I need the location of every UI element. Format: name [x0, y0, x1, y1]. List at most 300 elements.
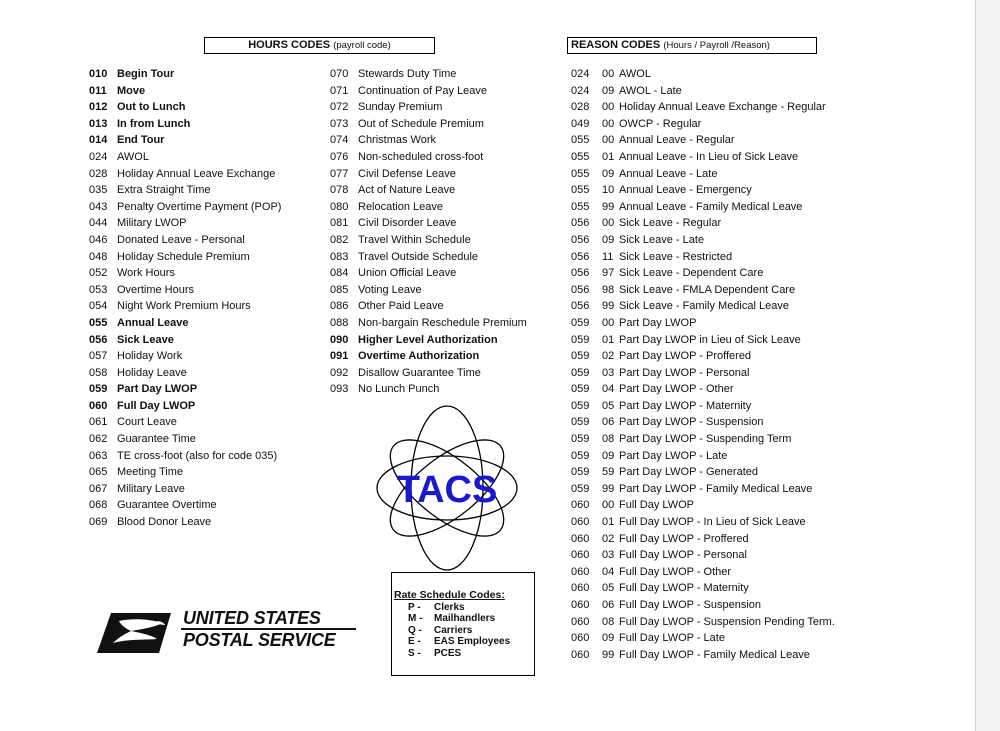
reason-sub-code: 00	[602, 68, 615, 80]
reason-code-row	[571, 381, 835, 398]
hours-code-row	[89, 249, 281, 266]
hours-code-label: Holiday Annual Leave Exchange	[117, 167, 276, 180]
reason-sub-code: 97	[602, 267, 615, 280]
tacs-wordmark: TACS	[396, 469, 498, 511]
hours-code-number: 048	[89, 250, 108, 263]
hours-code-number: 059	[89, 383, 108, 396]
reason-code-row	[571, 182, 835, 199]
hours-code-number: 012	[89, 101, 108, 114]
rate-code-letter: M -	[408, 613, 423, 625]
reason-code-label: Part Day LWOP in Lieu of Sick Leave	[619, 333, 801, 346]
reason-code-label: Full Day LWOP - Maternity	[619, 582, 749, 595]
hours-code-row	[89, 149, 281, 166]
reason-code-row	[571, 66, 835, 83]
hours-code-label: Extra Straight Time	[117, 184, 211, 197]
hours-code-number: 086	[330, 300, 349, 313]
reason-sub-code: 59	[602, 466, 615, 479]
reason-code-row	[571, 614, 835, 631]
hours-code-row	[89, 431, 281, 448]
hours-code-row	[330, 232, 527, 249]
reason-code-row	[571, 166, 835, 183]
reason-hours-code: 060	[571, 582, 590, 595]
reason-sub-code: 05	[602, 399, 615, 412]
reason-hours-code: 060	[571, 516, 590, 529]
rate-schedule-title-text: Rate Schedule Codes	[394, 589, 502, 601]
reason-hours-code: 059	[571, 316, 590, 329]
reason-code-row	[571, 132, 835, 149]
reason-hours-code: 059	[571, 433, 590, 446]
rate-schedule-title-colon: :	[501, 589, 505, 601]
rate-code-label: Carriers	[434, 624, 473, 636]
hours-code-label: Annual Leave	[117, 316, 189, 329]
hours-codes-header	[204, 37, 435, 54]
hours-code-number: 084	[330, 267, 349, 280]
hours-code-label: Work Hours	[117, 267, 175, 280]
reason-sub-code: 09	[602, 84, 615, 97]
reason-code-row	[571, 647, 835, 664]
hours-code-number: 046	[89, 233, 108, 246]
reason-sub-code: 09	[602, 233, 615, 246]
hours-code-number: 069	[89, 516, 108, 529]
reason-code-row	[571, 398, 835, 415]
hours-code-row	[330, 99, 527, 116]
reason-code-row	[571, 464, 835, 481]
reason-code-label: Part Day LWOP - Maternity	[619, 399, 752, 412]
hours-code-row	[330, 166, 527, 183]
reason-hours-code: 060	[571, 615, 590, 628]
rate-code-letter: P -	[408, 602, 421, 613]
hours-code-label: Donated Leave - Personal	[117, 233, 245, 246]
reason-hours-code: 056	[571, 233, 590, 246]
hours-code-label: Guarantee Time	[117, 433, 196, 446]
hours-code-label: Out to Lunch	[117, 101, 186, 114]
reason-hours-code: 055	[571, 167, 590, 180]
hours-code-row	[330, 348, 527, 365]
hours-codes-column-2	[330, 66, 527, 398]
rate-code-label: EAS Employees	[434, 636, 511, 648]
hours-code-label: Holiday Leave	[117, 366, 187, 379]
hours-code-row	[330, 66, 527, 83]
hours-code-number: 091	[330, 350, 349, 363]
reason-code-label: Sick Leave - Restricted	[619, 250, 733, 263]
hours-code-number: 077	[330, 167, 349, 180]
rate-schedule-item	[394, 648, 534, 659]
hours-code-number: 060	[89, 399, 108, 412]
reason-sub-code: 99	[602, 648, 615, 661]
reason-code-label: Full Day LWOP	[619, 499, 694, 512]
hours-code-number: 035	[89, 184, 108, 197]
hours-code-number: 071	[330, 84, 349, 97]
reason-code-label: Part Day LWOP - Personal	[619, 366, 750, 379]
reason-sub-code: 04	[602, 565, 615, 578]
reason-code-label: Part Day LWOP - Suspending Term	[619, 433, 792, 446]
reason-hours-code: 059	[571, 366, 590, 379]
rate-code-letter: S -	[408, 647, 421, 659]
hours-code-number: 093	[330, 383, 349, 396]
reason-code-label: Full Day LWOP - Personal	[619, 549, 747, 562]
hours-code-label: Full Day LWOP	[117, 399, 196, 412]
hours-code-label: Overtime Hours	[117, 283, 195, 296]
hours-code-number: 056	[89, 333, 108, 346]
reason-code-row	[571, 149, 835, 166]
rate-code-letter: Q -	[408, 624, 422, 636]
hours-code-row	[330, 215, 527, 232]
reason-code-label: Sick Leave - Family Medical Leave	[619, 300, 789, 313]
hours-code-row	[330, 132, 527, 149]
hours-code-label: TE cross-foot (also for code 035)	[117, 449, 278, 462]
hours-code-number: 068	[89, 499, 108, 512]
usps-logo	[97, 606, 359, 656]
reason-code-label: Full Day LWOP - Suspension Pending Term.	[619, 615, 835, 628]
reason-sub-code: 99	[602, 300, 615, 313]
usps-line-2: POSTAL SERVICE	[183, 630, 336, 650]
hours-code-label: In from Lunch	[117, 117, 191, 130]
reason-sub-code: 99	[602, 200, 615, 213]
reason-code-row	[571, 514, 835, 531]
hours-code-row	[89, 99, 281, 116]
reason-hours-code: 055	[571, 184, 590, 197]
hours-code-row	[89, 464, 281, 481]
hours-code-label: Higher Level Authorization	[358, 333, 498, 346]
hours-code-label: Non-scheduled cross-foot	[358, 150, 484, 163]
hours-code-row	[89, 448, 281, 465]
reason-sub-code: 00	[602, 117, 615, 130]
hours-code-label: Act of Nature Leave	[358, 184, 456, 197]
reason-code-row	[571, 348, 835, 365]
hours-code-number: 070	[330, 68, 349, 80]
hours-codes-title: HOURS CODES	[248, 39, 331, 51]
hours-code-label: Meeting Time	[117, 466, 184, 479]
hours-code-row	[330, 265, 527, 282]
hours-code-row	[89, 414, 281, 431]
reason-codes-title: REASON CODES	[571, 39, 661, 51]
hours-code-row	[330, 199, 527, 216]
hours-code-label: Holiday Work	[117, 350, 183, 363]
reason-code-row	[571, 580, 835, 597]
hours-code-row	[89, 481, 281, 498]
rate-code-label: PCES	[434, 647, 462, 659]
reason-sub-code: 98	[602, 283, 615, 296]
reason-codes-subtitle: (Hours / Payroll /Reason)	[663, 40, 770, 51]
hours-code-label: Voting Leave	[358, 283, 422, 296]
hours-code-row	[89, 282, 281, 299]
hours-code-row	[89, 315, 281, 332]
reason-code-label: Sick Leave - Dependent Care	[619, 267, 764, 280]
hours-code-number: 067	[89, 482, 108, 495]
hours-code-label: Guarantee Overtime	[117, 499, 217, 512]
hours-code-number: 063	[89, 449, 108, 462]
reason-code-row	[571, 199, 835, 216]
reason-code-label: Part Day LWOP - Generated	[619, 466, 758, 479]
reason-sub-code: 01	[602, 516, 615, 529]
reason-code-label: Annual Leave - Family Medical Leave	[619, 200, 803, 213]
rate-schedule-item	[394, 602, 534, 613]
reason-sub-code: 06	[602, 416, 615, 429]
atom-orbits-icon	[373, 402, 521, 572]
hours-code-row	[330, 249, 527, 266]
reason-codes-header	[567, 37, 817, 54]
reason-code-label: Annual Leave - Emergency	[619, 184, 752, 197]
reason-code-label: Part Day LWOP - Family Medical Leave	[619, 482, 813, 495]
hours-code-row	[330, 182, 527, 199]
reason-code-label: Annual Leave - Regular	[619, 134, 735, 147]
hours-code-row	[89, 232, 281, 249]
hours-code-row	[89, 199, 281, 216]
hours-code-number: 065	[89, 466, 108, 479]
reason-hours-code: 055	[571, 200, 590, 213]
reason-hours-code: 060	[571, 632, 590, 645]
reason-code-row	[571, 448, 835, 465]
hours-code-label: Begin Tour	[117, 68, 175, 80]
reason-code-row	[571, 597, 835, 614]
hours-code-row	[89, 348, 281, 365]
reason-sub-code: 00	[602, 499, 615, 512]
hours-code-label: Out of Schedule Premium	[358, 117, 484, 130]
hours-code-row	[89, 265, 281, 282]
reason-code-label: Full Day LWOP - Late	[619, 632, 725, 645]
reason-hours-code: 060	[571, 565, 590, 578]
reason-hours-code: 060	[571, 499, 590, 512]
reason-hours-code: 055	[571, 134, 590, 147]
hours-code-row	[89, 132, 281, 149]
hours-code-number: 081	[330, 217, 349, 230]
reason-code-row	[571, 215, 835, 232]
reason-hours-code: 059	[571, 449, 590, 462]
hours-code-number: 054	[89, 300, 108, 313]
hours-code-row	[89, 116, 281, 133]
reason-sub-code: 00	[602, 134, 615, 147]
hours-code-row	[330, 149, 527, 166]
reason-code-label: Full Day LWOP - Suspension	[619, 599, 762, 611]
reason-code-label: OWCP - Regular	[619, 117, 702, 130]
hours-code-label: Relocation Leave	[358, 200, 444, 213]
hours-code-row	[89, 182, 281, 199]
hours-code-row	[330, 365, 527, 382]
hours-code-number: 028	[89, 167, 108, 180]
reason-code-label: Sick Leave - Late	[619, 233, 704, 246]
hours-code-label: Military LWOP	[117, 217, 187, 230]
reason-hours-code: 049	[571, 117, 590, 130]
reason-hours-code: 060	[571, 648, 590, 661]
hours-code-row	[330, 282, 527, 299]
reason-sub-code: 10	[602, 184, 615, 197]
hours-code-label: Sunday Premium	[358, 101, 443, 114]
hours-code-row	[89, 398, 281, 415]
reason-code-row	[571, 282, 835, 299]
reason-code-label: Full Day LWOP - Family Medical Leave	[619, 648, 810, 661]
reason-sub-code: 08	[602, 615, 615, 628]
hours-code-number: 053	[89, 283, 108, 296]
reason-hours-code: 059	[571, 383, 590, 396]
hours-code-label: Travel Outside Schedule	[358, 250, 479, 263]
reason-code-row	[571, 414, 835, 431]
rate-schedule-list	[394, 602, 534, 659]
hours-code-number: 011	[89, 84, 107, 97]
hours-code-label: Sick Leave	[117, 333, 174, 346]
reason-code-label: Part Day LWOP - Proffered	[619, 350, 752, 363]
hours-code-number: 044	[89, 217, 108, 230]
reason-code-label: Annual Leave - In Lieu of Sick Leave	[619, 150, 799, 163]
reason-sub-code: 09	[602, 632, 615, 645]
hours-code-number: 080	[330, 200, 349, 213]
reason-sub-code: 02	[602, 532, 615, 545]
hours-code-label: Union Official Leave	[358, 267, 457, 280]
reason-code-row	[571, 564, 835, 581]
reason-hours-code: 059	[571, 399, 590, 412]
reason-hours-code: 056	[571, 283, 590, 296]
reason-code-label: Part Day LWOP - Other	[619, 383, 734, 396]
hours-code-number: 085	[330, 283, 349, 296]
reason-code-label: Full Day LWOP - Other	[619, 565, 732, 578]
reason-sub-code: 04	[602, 383, 615, 396]
hours-code-label: Part Day LWOP	[117, 383, 198, 396]
hours-code-row	[330, 332, 527, 349]
reason-code-label: Full Day LWOP - In Lieu of Sick Leave	[619, 516, 806, 529]
hours-code-row	[330, 116, 527, 133]
reason-code-row	[571, 265, 835, 282]
reason-code-row	[571, 531, 835, 548]
hours-code-label: Civil Disorder Leave	[358, 217, 457, 230]
hours-code-label: No Lunch Punch	[358, 383, 440, 396]
hours-code-number: 052	[89, 267, 108, 280]
reason-sub-code: 99	[602, 482, 615, 495]
usps-line-1: UNITED STATES	[183, 608, 321, 628]
reason-hours-code: 060	[571, 549, 590, 562]
hours-code-row	[89, 497, 281, 514]
hours-code-number: 058	[89, 366, 108, 379]
hours-code-number: 072	[330, 101, 349, 114]
hours-code-label: Night Work Premium Hours	[117, 300, 251, 313]
reason-sub-code: 06	[602, 599, 615, 611]
tacs-logo	[373, 402, 521, 572]
reason-code-label: Part Day LWOP - Suspension	[619, 416, 764, 429]
reason-code-row	[571, 298, 835, 315]
reason-code-row	[571, 99, 835, 116]
reason-sub-code: 03	[602, 366, 615, 379]
reason-code-row	[571, 630, 835, 647]
reason-code-label: Part Day LWOP - Late	[619, 449, 728, 462]
usps-eagle-icon	[97, 609, 171, 656]
reason-hours-code: 059	[571, 350, 590, 363]
reason-sub-code: 00	[602, 101, 615, 114]
reason-code-label: Annual Leave - Late	[619, 167, 718, 180]
reason-hours-code: 059	[571, 466, 590, 479]
hours-code-number: 092	[330, 366, 349, 379]
reason-code-row	[571, 497, 835, 514]
reason-hours-code: 059	[571, 416, 590, 429]
reason-code-label: AWOL	[619, 68, 651, 80]
hours-code-label: Christmas Work	[358, 134, 437, 147]
hours-code-number: 078	[330, 184, 349, 197]
hours-code-label: AWOL	[117, 150, 149, 163]
hours-code-row	[89, 332, 281, 349]
hours-code-number: 076	[330, 150, 349, 163]
reason-code-row	[571, 365, 835, 382]
viewer-gutter	[976, 0, 1000, 731]
hours-code-row	[330, 298, 527, 315]
reason-sub-code: 01	[602, 150, 615, 163]
reason-hours-code: 059	[571, 333, 590, 346]
hours-code-row	[89, 298, 281, 315]
reason-hours-code: 056	[571, 250, 590, 263]
reason-code-label: Sick Leave - FMLA Dependent Care	[619, 283, 796, 296]
reason-code-row	[571, 83, 835, 100]
hours-code-row	[330, 381, 527, 398]
hours-code-number: 074	[330, 134, 349, 147]
hours-code-label: Civil Defense Leave	[358, 167, 456, 180]
hours-code-row	[330, 83, 527, 100]
reason-code-label: Part Day LWOP	[619, 316, 697, 329]
reason-hours-code: 024	[571, 84, 590, 97]
reason-sub-code: 03	[602, 549, 615, 562]
reason-code-row	[571, 116, 835, 133]
hours-code-label: Move	[117, 84, 146, 97]
hours-code-label: Stewards Duty Time	[358, 68, 457, 80]
rate-schedule-title	[394, 589, 534, 601]
hours-code-number: 043	[89, 200, 108, 213]
reason-hours-code: 060	[571, 532, 590, 545]
reason-sub-code: 00	[602, 316, 615, 329]
hours-code-number: 073	[330, 117, 349, 130]
hours-code-row	[89, 215, 281, 232]
hours-code-number: 088	[330, 316, 349, 329]
rate-code-letter: E -	[408, 636, 421, 648]
hours-code-number: 010	[89, 68, 108, 80]
reason-hours-code: 055	[571, 150, 590, 163]
hours-code-label: Continuation of Pay Leave	[358, 84, 488, 97]
reason-hours-code: 060	[571, 599, 590, 611]
reason-code-row	[571, 315, 835, 332]
rate-schedule-item	[394, 613, 534, 624]
hours-code-number: 013	[89, 117, 108, 130]
hours-code-number: 062	[89, 433, 108, 446]
hours-code-label: Travel Within Schedule	[358, 233, 471, 246]
hours-code-label: Overtime Authorization	[358, 350, 480, 363]
hours-code-number: 083	[330, 250, 349, 263]
reason-hours-code: 024	[571, 68, 590, 80]
reason-sub-code: 02	[602, 350, 615, 363]
hours-codes-column-1	[89, 66, 281, 531]
hours-code-number: 014	[89, 134, 108, 147]
reason-hours-code: 028	[571, 101, 590, 114]
reason-sub-code: 00	[602, 217, 615, 230]
hours-code-number: 082	[330, 233, 349, 246]
hours-code-label: End Tour	[117, 134, 165, 147]
rate-schedule-item	[394, 625, 534, 636]
rate-schedule-item	[394, 636, 534, 647]
hours-code-number: 057	[89, 350, 108, 363]
rate-code-label: Mailhandlers	[434, 613, 496, 625]
reason-code-row	[571, 431, 835, 448]
hours-code-row	[89, 381, 281, 398]
reason-hours-code: 056	[571, 300, 590, 313]
reason-code-row	[571, 481, 835, 498]
hours-code-row	[89, 514, 281, 531]
rate-code-label: Clerks	[434, 602, 465, 613]
reason-sub-code: 01	[602, 333, 615, 346]
reason-hours-code: 056	[571, 217, 590, 230]
reason-code-label: AWOL - Late	[619, 84, 682, 97]
hours-code-label: Non-bargain Reschedule Premium	[358, 316, 527, 329]
reason-code-row	[571, 249, 835, 266]
hours-code-number: 024	[89, 150, 108, 163]
hours-code-row	[89, 83, 281, 100]
reason-code-row	[571, 547, 835, 564]
reason-hours-code: 056	[571, 267, 590, 280]
hours-codes-subtitle: (payroll code)	[333, 40, 391, 51]
reason-code-label: Sick Leave - Regular	[619, 217, 722, 230]
hours-code-label: Blood Donor Leave	[117, 516, 212, 529]
